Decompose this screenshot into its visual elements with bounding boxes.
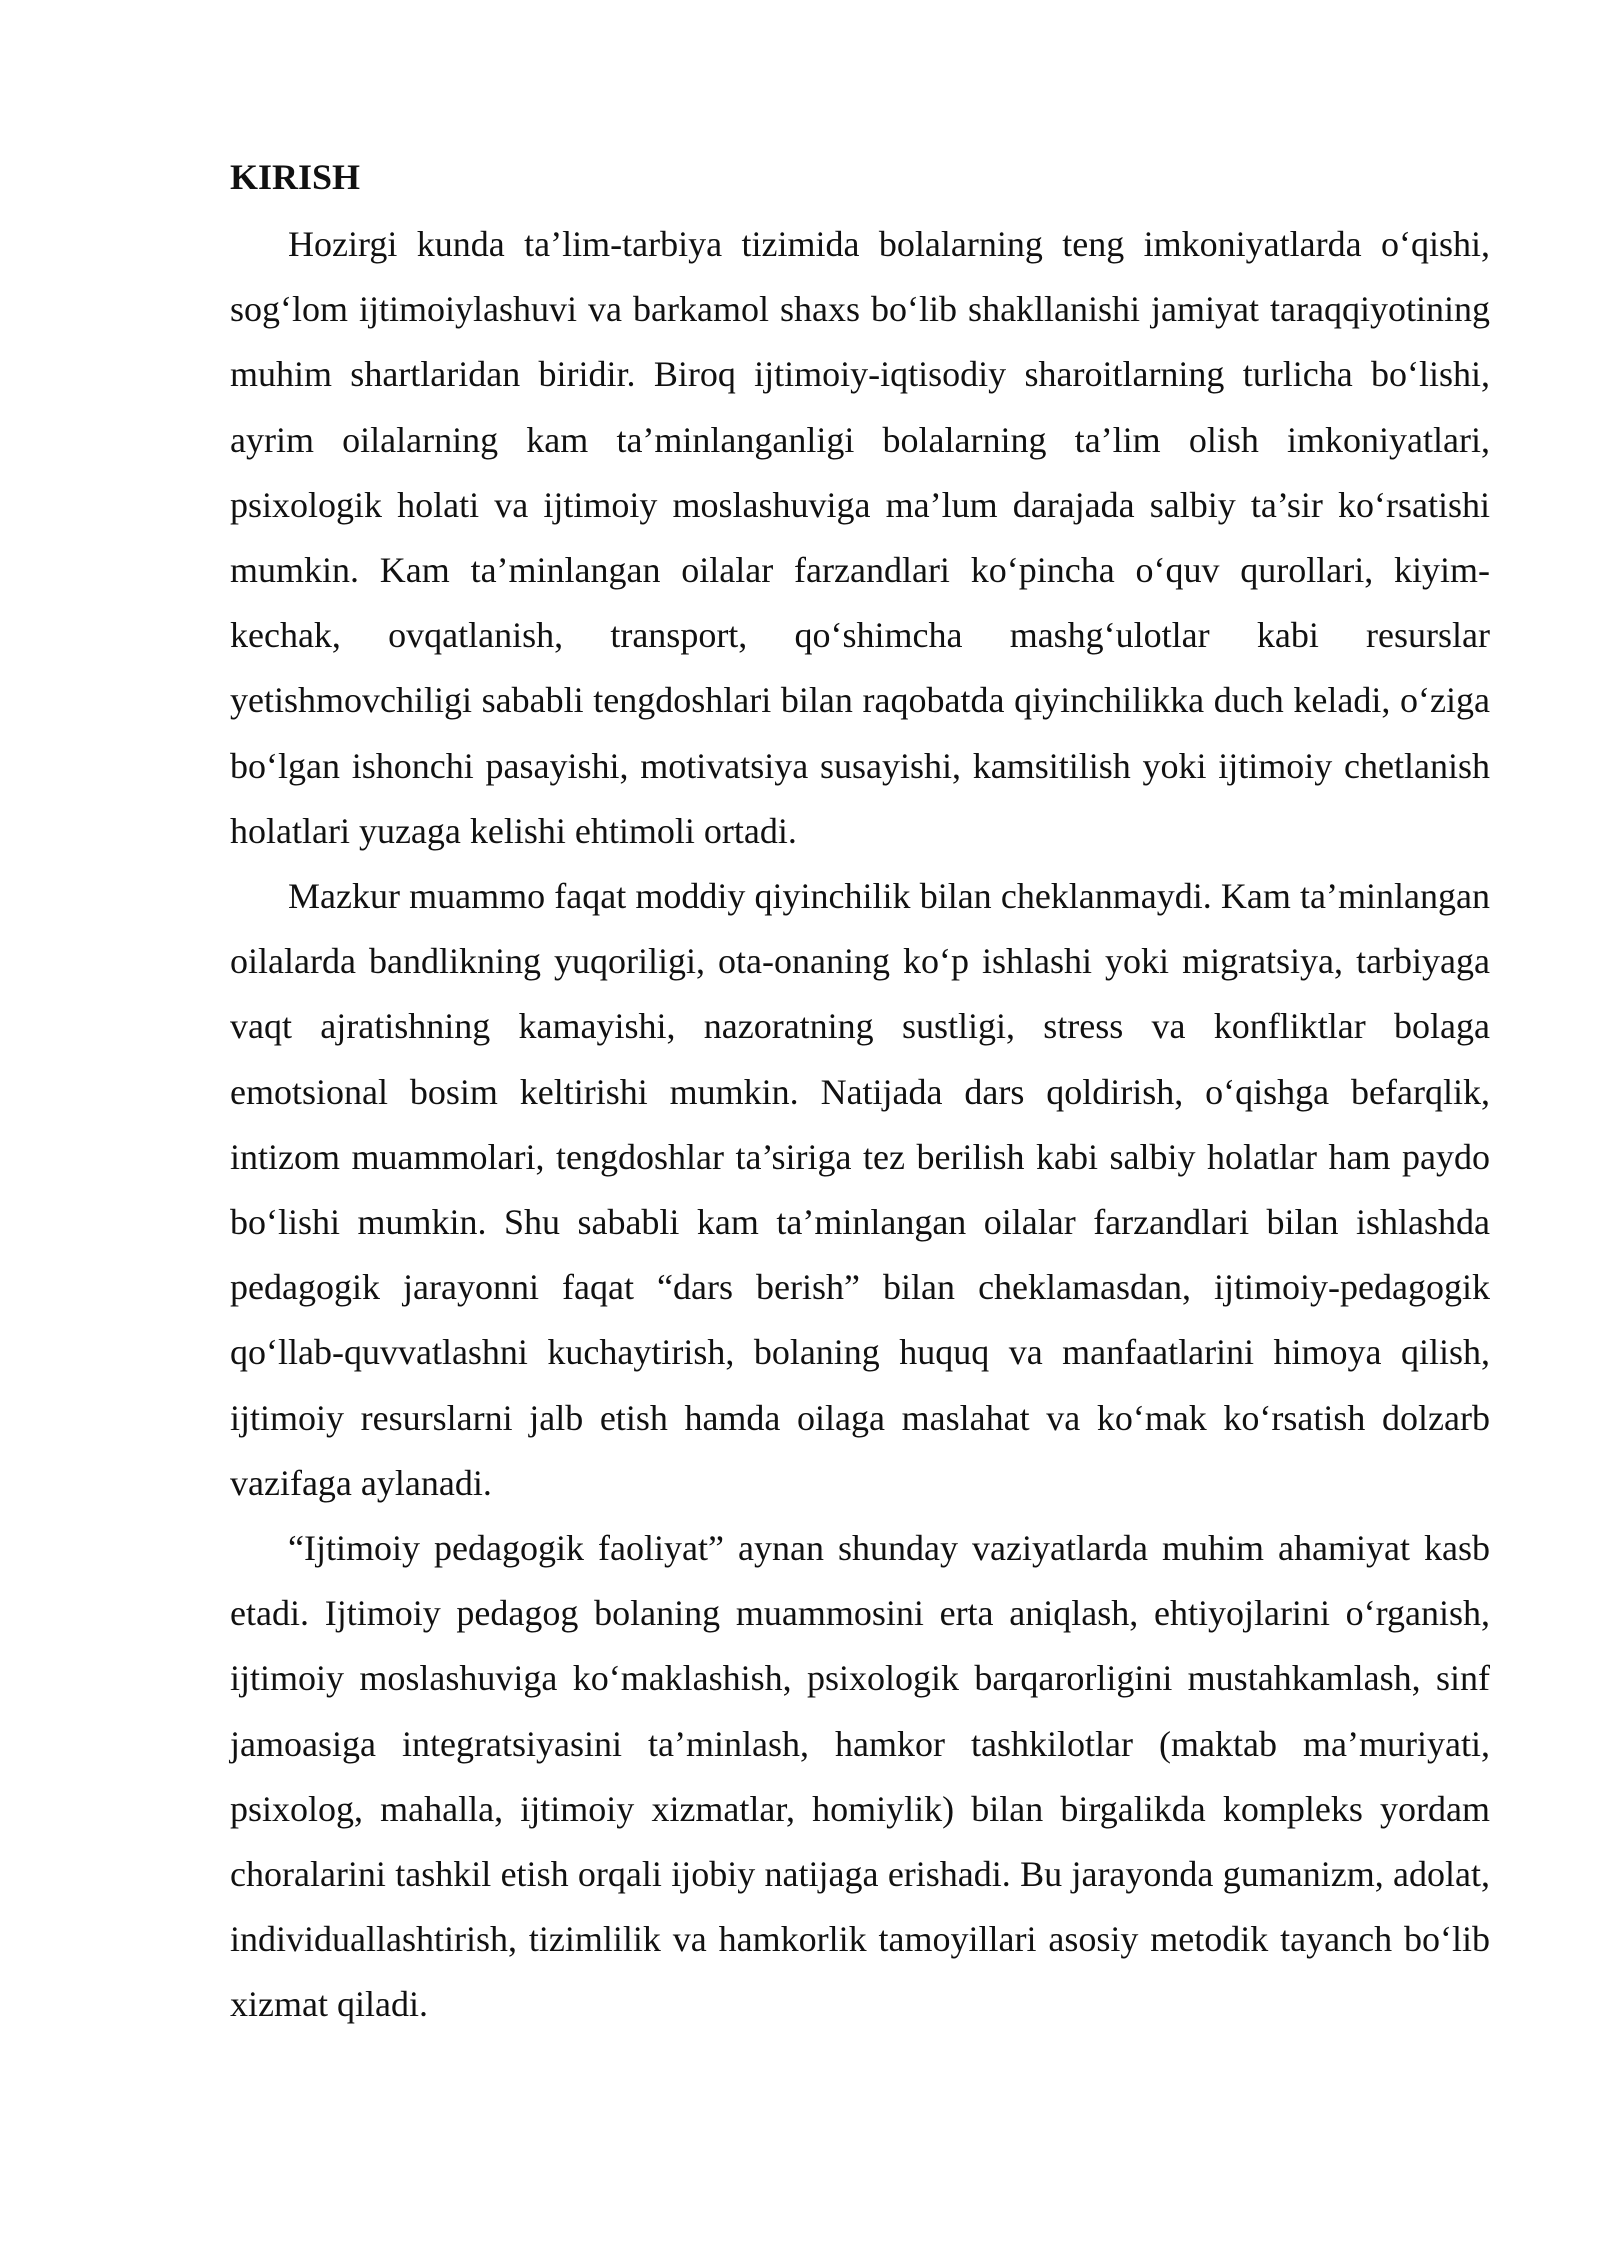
paragraph-2: Mazkur muammo faqat moddiy qiyinchilik bilan cheklanmaydi. Kam ta’minlangan oilalarda bandlikning yuqoriligi, ota-onaning ko‘p ishlashi yoki migratsiya, tarbiyaga vaqt ajratishning kamayishi, nazoratning sustligi, stress va konfliktlar bolaga emotsional bosim keltirishi mumkin. Natijada dars qoldirish, o‘qishga befarqlik, intizom muammolari, tengdoshlar ta’siriga tez berilish kabi salbiy holatlar ham paydo bo‘lishi mumkin. Shu sababli kam ta’minlangan oilalar farzandlari bilan ishlashda pedagogik jarayonni faqat “dars berish” bilan cheklamasdan, ijtimoiy-pedagogik qo‘llab-quvvatlashni kuchaytirish, bolaning huquq va manfaatlarini himoya qilish, ijtimoiy resurslarni jalb etish hamda oilaga maslahat va ko‘mak ko‘rsatish dolzarb vazifaga aylanadi. [230,876,1490,1503]
document-page [230,148,1490,2038]
paragraph-1: Hozirgi kunda ta’lim-tarbiya tizimida bolalarning teng imkoniyatlarda o‘qishi, sog‘lom ijtimoiylashuvi va barkamol shaxs bo‘lib shakllanishi jamiyat taraqqiyotining muhim shartlaridan biridir. Biroq ijtimoiy-iqtisodiy sharoitlarning turlicha bo‘lishi, ayrim oilalarning kam ta’minlanganligi bolalarning ta’lim olish imkoniyatlari, psixologik holati va ijtimoiy moslashuviga ma’lum darajada salbiy ta’sir ko‘rsatishi mumkin. Kam ta’minlangan oilalar farzandlari ko‘pincha o‘quv qurollari, kiyim-kechak, ovqatlanish, transport, qo‘shimcha mashg‘ulotlar kabi resurslar yetishmovchiligi sababli tengdoshlari bilan raqobatda qiyinchilikka duch keladi, o‘ziga bo‘lgan ishonchi pasayishi, motivatsiya susayishi, kamsitilish yoki ijtimoiy chetlanish holatlari yuzaga kelishi ehtimoli ortadi. [230,224,1490,851]
paragraph-3: “Ijtimoiy pedagogik faoliyat” aynan shunday vaziyatlarda muhim ahamiyat kasb etadi. Ijtimoiy pedagog bolaning muammosini erta aniqlash, ehtiyojlarini o‘rganish, ijtimoiy moslashuviga ko‘maklashish, psixologik barqarorligini mustahkamlash, sinf jamoasiga integratsiyasini ta’minlash, hamkor tashkilotlar (maktab ma’muriyati, psixolog, mahalla, ijtimoiy xizmatlar, homiylik) bilan birgalikda kompleks yordam choralarini tashkil etish orqali ijobiy natijaga erishadi. Bu jarayonda gumanizm, adolat, individuallashtirish, tizimlilik va hamkorlik tamoyillari asosiy metodik tayanch bo‘lib xizmat qiladi. [230,1528,1490,2025]
section-heading: KIRISH [230,157,361,197]
